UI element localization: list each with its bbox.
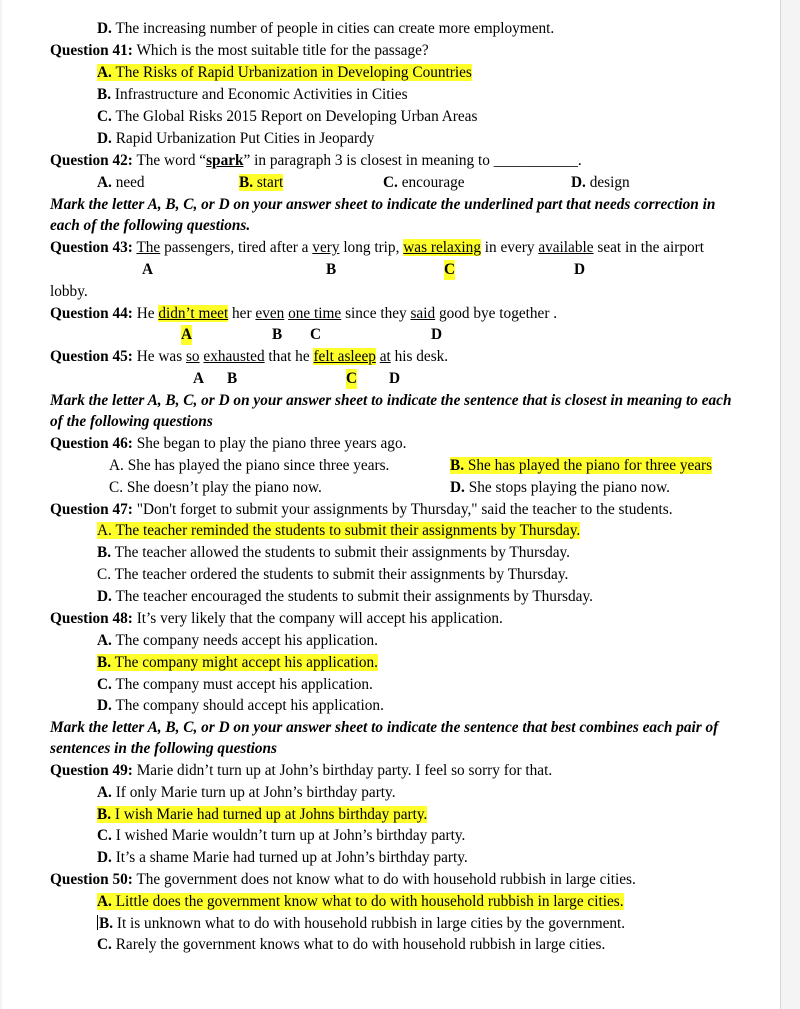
q41-option-c: C. The Global Risks 2015 Report on Developing Urban Areas bbox=[97, 108, 478, 125]
q45-mark-b: B bbox=[227, 370, 238, 387]
question-47: Question 47: "Don't forget to submit your assignments by Thursday," said the teacher to the students. bbox=[50, 501, 673, 518]
instruction-error-identification-cont: each of the following questions. bbox=[50, 217, 251, 234]
q44-mark-d: D bbox=[431, 326, 443, 343]
q42-option-a: A. need bbox=[97, 174, 145, 191]
q41-option-d: D. Rapid Urbanization Put Cities in Jeopardy bbox=[97, 130, 375, 147]
q41-option-b: B. Infrastructure and Economic Activities in Cities bbox=[97, 86, 408, 103]
instruction-closest-meaning: Mark the letter A, B, C, or D on your answer sheet to indicate the sentence that is closest in meaning to each bbox=[50, 392, 732, 409]
instruction-error-identification: Mark the letter A, B, C, or D on your answer sheet to indicate the underlined part that needs correction in bbox=[50, 196, 716, 213]
q49-option-b: B. I wish Marie had turned up at Johns birthday party. bbox=[97, 806, 428, 823]
question-49: Question 49: Marie didn’t turn up at John’s birthday party. I feel so sorry for that. bbox=[50, 762, 553, 779]
question-45: Question 45: He was so exhausted that he felt asleep at his desk. bbox=[50, 348, 449, 365]
text-cursor bbox=[97, 915, 98, 930]
question-43: Question 43: The passengers, tired after a very long trip, was relaxing in every available seat in the airport bbox=[50, 239, 704, 256]
q43-continuation: lobby. bbox=[50, 283, 88, 300]
question-41: Question 41: Which is the most suitable title for the passage? bbox=[50, 42, 429, 59]
q43-mark-a: A bbox=[142, 261, 154, 278]
q48-option-a: A. The company needs accept his application. bbox=[97, 632, 378, 649]
q46-option-a: A. She has played the piano since three years. bbox=[109, 457, 390, 474]
q40-option-d: D. The increasing number of people in cities can create more employment. bbox=[97, 20, 555, 37]
q42-option-c: C. encourage bbox=[383, 174, 465, 191]
q43-mark-d: D bbox=[574, 261, 586, 278]
q44-mark-a: A bbox=[181, 326, 193, 343]
question-48: Question 48: It’s very likely that the company will accept his application. bbox=[50, 610, 503, 627]
q46-option-b: B. She has played the piano for three years bbox=[450, 457, 713, 474]
q48-option-b: B. The company might accept his application. bbox=[97, 654, 378, 671]
q43-mark-b: B bbox=[326, 261, 337, 278]
q45-mark-d: D bbox=[389, 370, 401, 387]
instruction-closest-meaning-cont: of the following questions bbox=[50, 413, 213, 430]
instruction-sentence-combination-cont: sentences in the following questions bbox=[50, 740, 277, 757]
question-42: Question 42: The word “spark” in paragraph 3 is closest in meaning to ___________. bbox=[50, 152, 582, 169]
q50-option-c: C. Rarely the government knows what to do with household rubbish in large cities. bbox=[97, 936, 606, 953]
q49-option-a: A. If only Marie turn up at John’s birthday party. bbox=[97, 784, 396, 801]
instruction-sentence-combination: Mark the letter A, B, C, or D on your answer sheet to indicate the sentence that best combines each pair of bbox=[50, 719, 719, 736]
q49-option-c: C. I wished Marie wouldn’t turn up at John’s birthday party. bbox=[97, 827, 466, 844]
q44-mark-c: C bbox=[310, 326, 322, 343]
q45-mark-a: A bbox=[193, 370, 205, 387]
question-50: Question 50: The government does not know what to do with household rubbish in large cities. bbox=[50, 871, 636, 888]
q47-option-a: A. The teacher reminded the students to submit their assignments by Thursday. bbox=[97, 522, 581, 539]
document-page bbox=[2, 0, 781, 1009]
q48-option-d: D. The company should accept his application. bbox=[97, 697, 384, 714]
q47-option-d: D. The teacher encouraged the students to submit their assignments by Thursday. bbox=[97, 588, 593, 605]
q42-option-d: D. design bbox=[571, 174, 630, 191]
q48-option-c: C. The company must accept his application. bbox=[97, 676, 373, 693]
q41-option-a: A. The Risks of Rapid Urbanization in Developing Countries bbox=[97, 64, 472, 81]
q47-option-c: C. The teacher ordered the students to submit their assignments by Thursday. bbox=[97, 566, 569, 583]
q46-option-c: C. She doesn’t play the piano now. bbox=[109, 479, 322, 496]
q43-mark-c: C bbox=[444, 261, 456, 278]
q45-mark-c: C bbox=[346, 370, 358, 387]
q50-option-b: B. It is unknown what to do with household rubbish in large cities by the government. bbox=[99, 915, 626, 932]
q47-option-b: B. The teacher allowed the students to submit their assignments by Thursday. bbox=[97, 544, 571, 561]
q44-mark-b: B bbox=[272, 326, 283, 343]
question-44: Question 44: He didn’t meet her even one time since they said good bye together . bbox=[50, 305, 558, 322]
q42-option-b: B. start bbox=[239, 174, 284, 191]
q46-option-d: D. She stops playing the piano now. bbox=[450, 479, 670, 496]
q49-option-d: D. It’s a shame Marie had turned up at John’s birthday party. bbox=[97, 849, 468, 866]
q50-option-a: A. Little does the government know what to do with household rubbish in large cities. bbox=[97, 893, 624, 910]
question-46: Question 46: She began to play the piano three years ago. bbox=[50, 435, 407, 452]
